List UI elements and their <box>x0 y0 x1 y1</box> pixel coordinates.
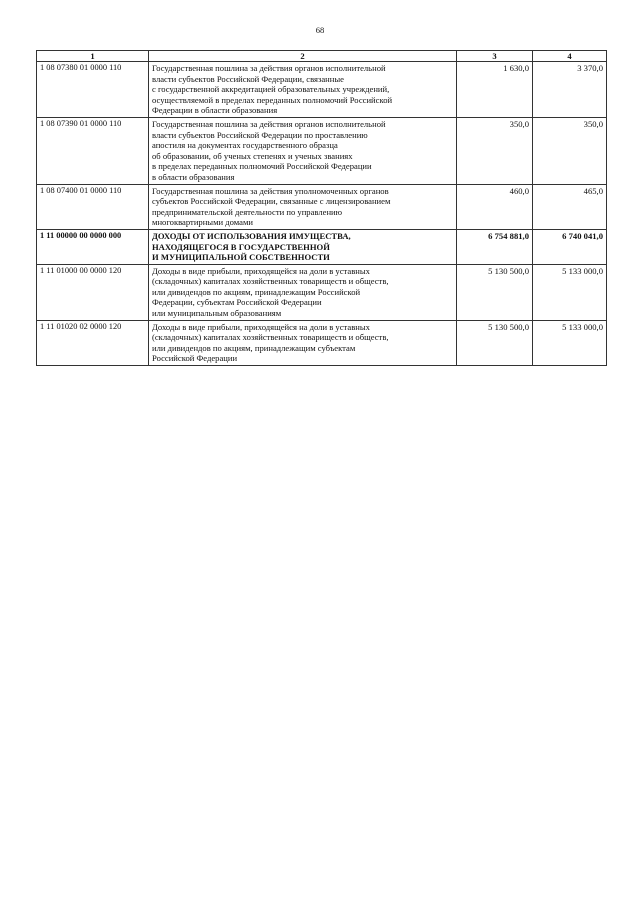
column-header-4: 4 <box>533 51 607 62</box>
classification-code: 1 08 07380 01 0000 110 <box>37 62 149 118</box>
table-header-row <box>37 51 607 62</box>
amount-column-3: 350,0 <box>457 117 533 184</box>
revenue-name: Государственная пошлина за действия уполномоченных органов субъектов Российской Федерации, связанные с лицензированием предпринимательской деятельности по управлению многоквартирными домами <box>149 184 457 229</box>
amount-column-3: 460,0 <box>457 184 533 229</box>
amount-column-4: 3 370,0 <box>533 62 607 118</box>
table-row <box>37 320 607 365</box>
revenue-name: ДОХОДЫ ОТ ИСПОЛЬЗОВАНИЯ ИМУЩЕСТВА, НАХОДЯЩЕГОСЯ В ГОСУДАРСТВЕННОЙ И МУНИЦИПАЛЬНОЙ СОБСТВЕННОСТИ <box>149 229 457 264</box>
column-header-1: 1 <box>37 51 149 62</box>
amount-column-4: 5 133 000,0 <box>533 320 607 365</box>
amount-column-3: 6 754 881,0 <box>457 229 533 264</box>
classification-code: 1 08 07390 01 0000 110 <box>37 117 149 184</box>
table-row <box>37 229 607 264</box>
amount-column-4: 5 133 000,0 <box>533 264 607 320</box>
page-number: 68 <box>315 25 325 35</box>
column-header-2: 2 <box>149 51 457 62</box>
revenue-name: Доходы в виде прибыли, приходящейся на доли в уставных (складочных) капиталах хозяйственных товариществ и обществ, или дивидендов по акциям, принадлежащим субъектам Российской Федерации <box>149 320 457 365</box>
table-row <box>37 117 607 184</box>
amount-column-4: 350,0 <box>533 117 607 184</box>
amount-column-3: 1 630,0 <box>457 62 533 118</box>
table-row <box>37 62 607 118</box>
budget-table <box>36 50 607 366</box>
table-row <box>37 264 607 320</box>
amount-column-3: 5 130 500,0 <box>457 264 533 320</box>
classification-code: 1 11 01020 02 0000 120 <box>37 320 149 365</box>
amount-column-3: 5 130 500,0 <box>457 320 533 365</box>
amount-column-4: 465,0 <box>533 184 607 229</box>
classification-code: 1 08 07400 01 0000 110 <box>37 184 149 229</box>
classification-code: 1 11 01000 00 0000 120 <box>37 264 149 320</box>
classification-code: 1 11 00000 00 0000 000 <box>37 229 149 264</box>
column-header-3: 3 <box>457 51 533 62</box>
revenue-name: Государственная пошлина за действия органов исполнительной власти субъектов Российской Федерации, связанные с государственной аккредитацией образовательных учреждений, осуществляемой в пределах переданных полномочий Российской Федерации в области образования <box>149 62 457 118</box>
table-row <box>37 184 607 229</box>
revenue-name: Государственная пошлина за действия органов исполнительной власти субъектов Российской Федерации по проставлению апостиля на документах государственного образца об образовании, об ученых степенях и ученых званиях в пределах переданных полномочий Российской Федерации в области образования <box>149 117 457 184</box>
amount-column-4: 6 740 041,0 <box>533 229 607 264</box>
revenue-name: Доходы в виде прибыли, приходящейся на доли в уставных (складочных) капиталах хозяйственных товариществ и обществ, или дивидендов по акциям, принадлежащим Российской Федерации, субъектам Российской Федерации или муниципальным образованиям <box>149 264 457 320</box>
